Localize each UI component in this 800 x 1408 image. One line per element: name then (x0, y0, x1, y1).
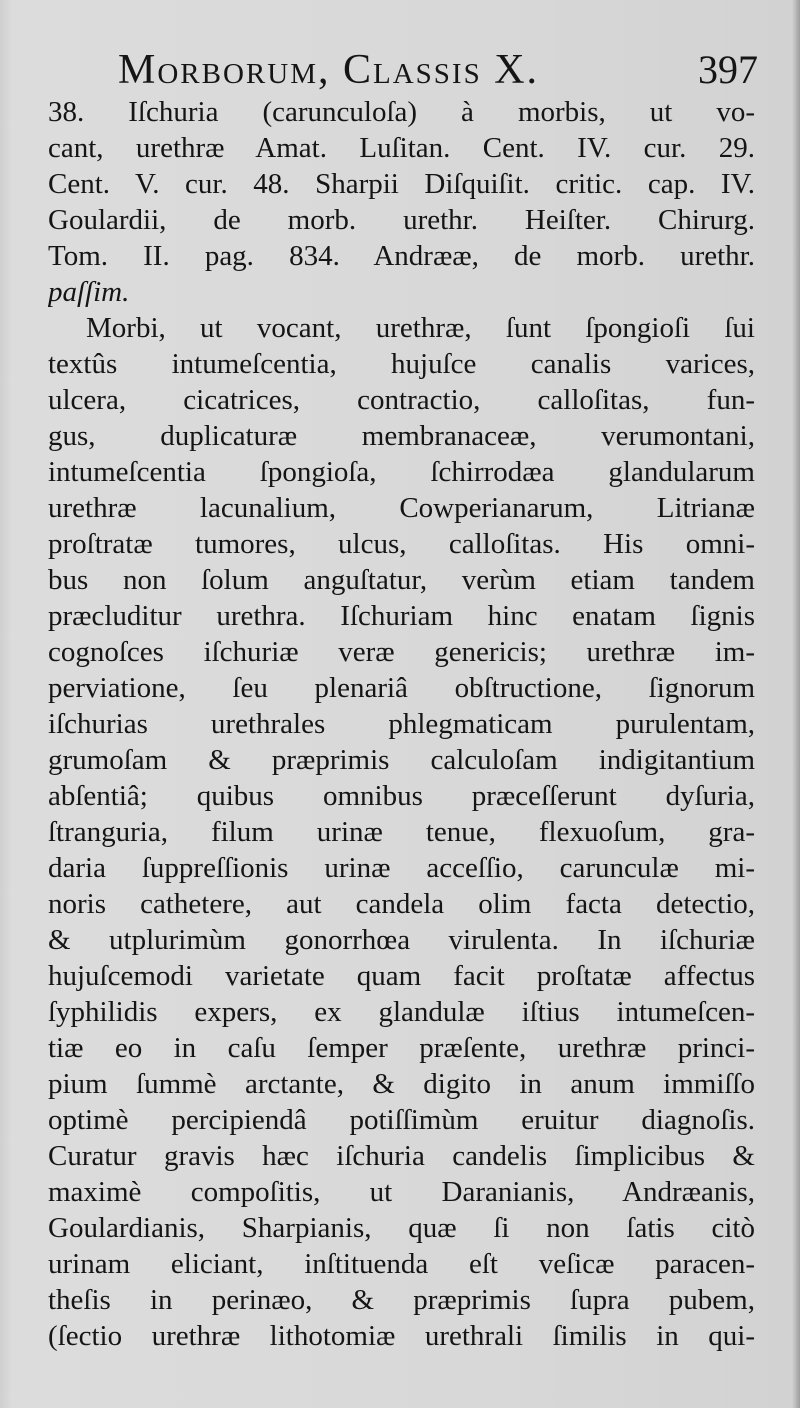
running-head: Morborum, Classis X. (118, 47, 540, 93)
text-line: noris cathetere, aut candela olim facta detectio, (48, 888, 755, 920)
page-header (118, 46, 758, 96)
text-line: textûs intumeſcentia, hujuſce canalis varices, (48, 348, 755, 380)
text-line: abſentiâ; quibus omnibus præceſſerunt dyſuria, (48, 780, 755, 812)
text-line: pium ſummè arctante, & digito in anum immiſſo (48, 1068, 755, 1100)
text-line: ſtranguria, filum urinæ tenue, flexuoſum, gra- (48, 816, 755, 848)
text-line: optimè percipiendâ potiſſimùm eruitur diagnoſis. (48, 1104, 755, 1136)
text-line: 38. Iſchuria (carunculoſa) à morbis, ut vo- (48, 96, 755, 128)
text-line: proſtratæ tumores, ulcus, calloſitas. His omni- (48, 528, 755, 560)
text-line: Morbi, ut vocant, urethræ, ſunt ſpongioſi ſui (86, 312, 755, 344)
text-line: paſſim. (48, 276, 130, 308)
text-line: Cent. V. cur. 48. Sharpii Diſquiſit. critic. cap. IV. (48, 168, 755, 200)
text-line: tiæ eo in caſu ſemper præſente, urethræ princi- (48, 1032, 755, 1064)
text-line: bus non ſolum anguſtatur, verùm etiam tandem (48, 564, 755, 596)
text-line: Tom. II. pag. 834. Andrææ, de morb. urethr. (48, 240, 755, 272)
text-line: & utplurimùm gonorrhœa virulenta. In iſchuriæ (48, 924, 755, 956)
text-line: daria ſuppreſſionis urinæ acceſſio, carunculæ mi- (48, 852, 755, 884)
page-number: 397 (698, 47, 758, 92)
text-line: (ſectio urethræ lithotomiæ urethrali ſimilis in qui- (48, 1320, 755, 1352)
text-line: gus, duplicaturæ membranaceæ, verumontani, (48, 420, 755, 452)
text-line: cant, urethræ Amat. Luſitan. Cent. IV. cur. 29. (48, 132, 755, 164)
text-line: cognoſces iſchuriæ veræ genericis; urethræ im- (48, 636, 755, 668)
text-line: Goulardii, de morb. urethr. Heiſter. Chirurg. (48, 204, 755, 236)
text-line: theſis in perinæo, & præprimis ſupra pubem, (48, 1284, 755, 1316)
text-line: urethræ lacunalium, Cowperianarum, Litrianæ (48, 492, 755, 524)
text-line: ulcera, cicatrices, contractio, calloſitas, fun- (48, 384, 755, 416)
text-line: Goulardianis, Sharpianis, quæ ſi non ſatis citò (48, 1212, 755, 1244)
text-line: iſchurias urethrales phlegmaticam purulentam, (48, 708, 755, 740)
text-line: perviatione, ſeu plenariâ obſtructione, ſignorum (48, 672, 755, 704)
text-line: grumoſam & præprimis calculoſam indigitantium (48, 744, 755, 776)
text-line: præcluditur urethra. Iſchuriam hinc enatam ſignis (48, 600, 755, 632)
text-line: maximè compoſitis, ut Daranianis, Andræanis, (48, 1176, 755, 1208)
text-line: hujuſcemodi varietate quam facit proſtatæ affectus (48, 960, 755, 992)
text-line: Curatur gravis hæc iſchuria candelis ſimplicibus & (48, 1140, 755, 1172)
text-line: ſyphilidis expers, ex glandulæ iſtius intumeſcen- (48, 996, 755, 1028)
text-line: intumeſcentia ſpongioſa, ſchirrodæa glandularum (48, 456, 755, 488)
text-line: urinam eliciant, inſtituenda eſt veſicæ paracen- (48, 1248, 755, 1280)
